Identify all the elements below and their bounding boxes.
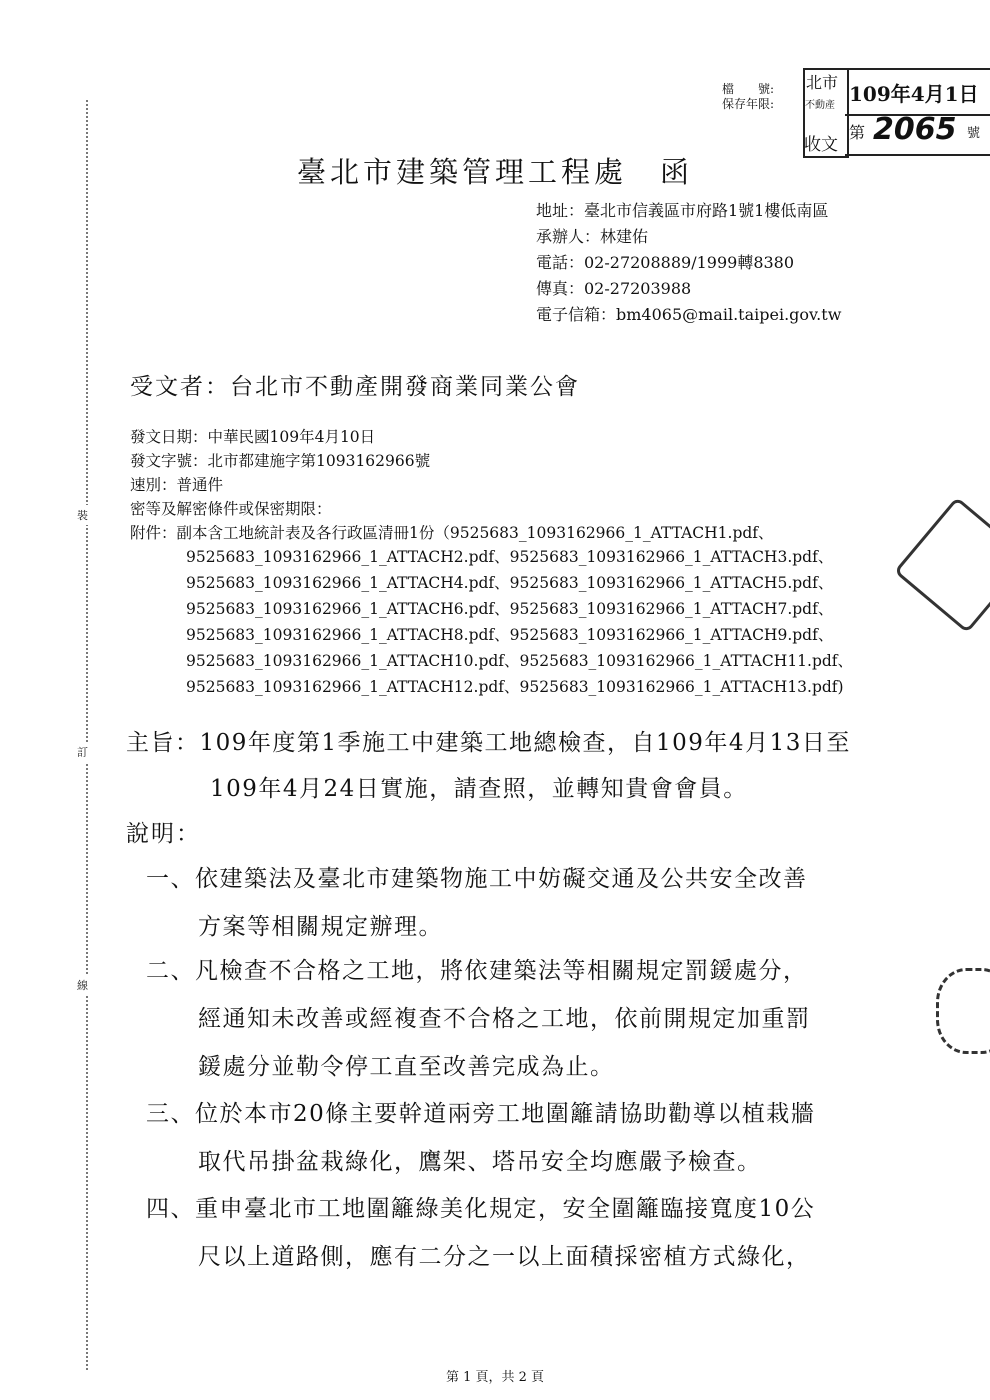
contact-fax: 傳真：02-27203988: [536, 279, 692, 298]
binding-char-zhuang: 裝: [77, 505, 88, 525]
contact-block: [536, 198, 886, 328]
stamp-number: 2065: [873, 112, 957, 147]
subject-line: 主旨：109年度第1季施工中建築工地總檢查，自109年4月13日至: [126, 730, 851, 756]
binding-char-ding: 訂: [77, 742, 88, 762]
item-continued: 取代吊掛盆栽綠化，鷹架、塔吊安全均應嚴予檢查。: [198, 1149, 762, 1175]
file-info: [694, 82, 774, 112]
stamp-number-suffix: 號: [967, 126, 981, 141]
seal-stamp-icon: [894, 497, 990, 634]
attachment-line: 9525683_1093162966_1_ATTACH2.pdf、9525683_1093162966_1_ATTACH3.pdf、: [186, 548, 834, 566]
contact-email: 電子信箱：bm4065@mail.taipei.gov.tw: [536, 305, 842, 324]
contact-address: 地址：臺北市信義區市府路1號1樓低南區: [536, 201, 829, 220]
item-lead: 一、依建築法及臺北市建築物施工中妨礙交通及公共安全改善: [146, 866, 808, 892]
explanation-label: 說明：: [126, 821, 201, 847]
stamp-org2: 不動產: [805, 100, 835, 111]
explanation-item-1: [146, 855, 808, 951]
recipient: 受文者：台北市不動產開發商業同業公會: [130, 374, 580, 400]
attachment-line: 9525683_1093162966_1_ATTACH10.pdf、9525683_1093162966_1_ATTACH11.pdf、: [186, 652, 854, 670]
contact-phone: 電話：02-27208889/1999轉8380: [536, 253, 795, 272]
stamp-received-label: 收文: [804, 135, 838, 155]
item-continued: 鍰處分並勒令停工直至改善完成為止。: [198, 1054, 615, 1080]
attachment-line: 9525683_1093162966_1_ATTACH12.pdf、9525683_1093162966_1_ATTACH13.pdf): [186, 678, 844, 696]
explanation-item-3: [146, 1090, 815, 1186]
meta-block: [130, 425, 774, 545]
file-number-label: 檔 號:: [721, 82, 774, 96]
binding-char-xian: 線: [77, 975, 88, 995]
page-footer: 第 1 頁，共 2 頁: [445, 1370, 545, 1385]
binding-line: [86, 100, 88, 1370]
item-continued: 經通知未改善或經複查不合格之工地，依前開規定加重罰: [198, 1006, 811, 1032]
delivery-speed: 速別：普通件: [130, 476, 224, 494]
item-lead: 二、凡檢查不合格之工地，將依建築法等相關規定罰鍰處分，: [146, 958, 808, 984]
item-continued: 方案等相關規定辦理。: [198, 914, 443, 940]
document-title: 臺北市建築管理工程處 函: [296, 155, 693, 189]
stamp-number-prefix: 第: [849, 123, 866, 142]
attachment-line: 9525683_1093162966_1_ATTACH4.pdf、9525683_1093162966_1_ATTACH5.pdf、: [186, 574, 834, 592]
explanation-item-4: [146, 1185, 815, 1281]
contact-officer: 承辦人：林建佑: [536, 227, 649, 246]
attachment-first-line: 附件：副本含工地統計表及各行政區清冊1份（9525683_1093162966_1_ATTACH1.pdf、: [130, 524, 774, 542]
explanation-item-2: [146, 947, 811, 1091]
attachment-line: 9525683_1093162966_1_ATTACH6.pdf、9525683_1093162966_1_ATTACH7.pdf、: [186, 600, 834, 618]
issue-date: 發文日期：中華民國109年4月10日: [130, 428, 376, 446]
secrecy-level: 密等及解密條件或保密期限：: [130, 500, 332, 518]
subject-block: [126, 720, 851, 812]
retention-label: 保存年限:: [721, 97, 774, 111]
subject-line-continued: 109年4月24日實施，請查照，並轉知貴會會員。: [210, 776, 748, 802]
item-lead: 四、重申臺北市工地圍籬綠美化規定，安全圍籬臨接寬度10公: [146, 1196, 816, 1222]
received-stamp: [803, 68, 990, 156]
item-continued: 尺以上道路側，應有二分之一以上面積採密植方式綠化，: [198, 1244, 811, 1270]
stamp-date: 109年4月1日: [849, 82, 979, 106]
item-lead: 三、位於本市20條主要幹道兩旁工地圍籬請協助勸導以植栽牆: [146, 1101, 816, 1127]
document-number: 發文字號：北市都建施字第1093162966號: [130, 452, 431, 470]
seal-stamp-icon: [936, 968, 990, 1054]
attachment-line: 9525683_1093162966_1_ATTACH8.pdf、9525683_1093162966_1_ATTACH9.pdf、: [186, 626, 834, 644]
stamp-org1: 北市: [806, 73, 839, 92]
